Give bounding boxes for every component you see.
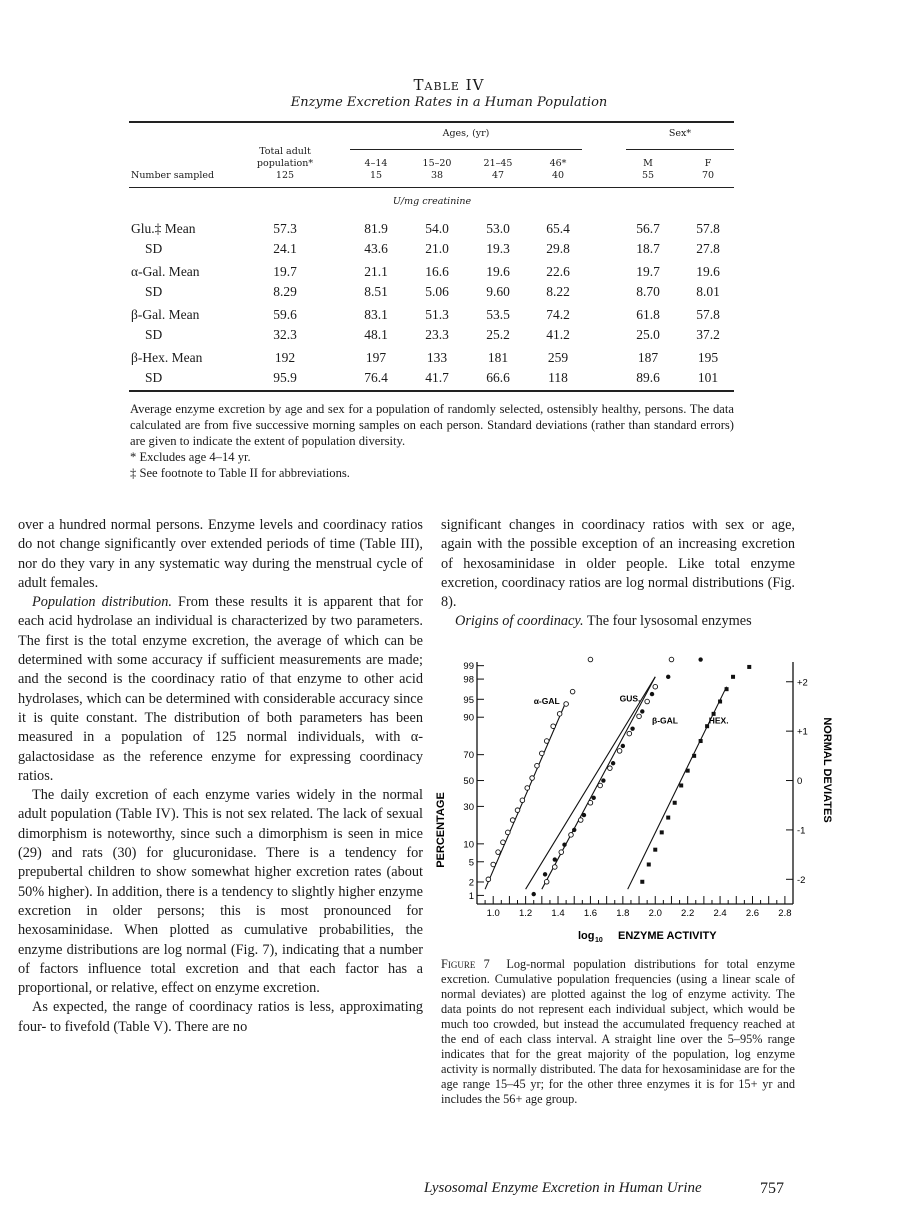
x-tick-label: 1.6 — [583, 908, 598, 919]
row-label: SD — [145, 327, 163, 342]
data-point — [617, 749, 622, 754]
data-point — [608, 766, 613, 771]
table-cell: 76.4 — [364, 370, 388, 385]
series-label: α-GAL — [533, 695, 560, 706]
data-point — [718, 700, 722, 704]
table-top-rule — [129, 121, 734, 123]
table-cell: 19.6 — [696, 264, 720, 279]
paragraph: Population distribution. From these results it is apparent that for each acid hydrolase an individual is characterized by two parameters. The first is the total enzyme excretion, the average of which can be determined with some accuracy if sufficient measurements are made; and the second is the coordinacy ratio of that enzyme to other acid hydrolases, which can be determined with considerable accuracy since it is quite constant. The distribution of both parameters has been measured in a population of 125 normal individuals, with α-galactosidase as the reference enzyme for expressing coordinacy ratios. — [18, 594, 423, 784]
table-cell: 53.0 — [486, 221, 510, 236]
column-header: 15–20 38 — [422, 158, 452, 181]
data-point — [725, 687, 729, 691]
data-point — [699, 739, 703, 743]
paragraph: over a hundred normal persons. Enzyme levels and coordinacy ratios do not change significantly over extended periods of time (Table III), nor do they vary in any systematic way during the menstrual cycle of adult females. — [18, 517, 423, 591]
table-cell: 48.1 — [364, 327, 388, 342]
series-label: GUS. — [619, 693, 641, 704]
data-point — [582, 813, 586, 817]
table-cell: 53.5 — [486, 307, 510, 322]
figure-7-chart — [430, 650, 833, 950]
chart-marks — [485, 657, 751, 896]
table-cell: 24.1 — [273, 241, 297, 256]
data-point — [598, 783, 603, 788]
table-label: Table IV — [413, 76, 485, 94]
percentage-tick-label: 99 — [463, 661, 474, 673]
table-cell: 57.3 — [273, 221, 297, 236]
table-cell: 8.70 — [636, 284, 660, 299]
table-cell: 27.8 — [696, 241, 720, 256]
data-point — [666, 816, 670, 820]
deviate-tick-label: 0 — [797, 776, 803, 788]
running-title: Lysosomal Enzyme Excretion in Human Urine — [424, 1180, 702, 1196]
table-cell: 57.8 — [696, 221, 720, 236]
row-label: SD — [145, 284, 163, 299]
row-label: α-Gal. Mean — [131, 264, 200, 279]
x-tick-label: 1.8 — [616, 908, 630, 919]
table-cell: 187 — [637, 350, 659, 365]
table-cell: 66.6 — [486, 370, 510, 385]
table-cell: 8.51 — [364, 284, 388, 299]
units-label: U/mg creatinine — [392, 196, 472, 207]
y-right-axis-label: NORMAL DEVIATES — [821, 717, 833, 823]
series-line — [526, 677, 656, 889]
data-point — [491, 862, 496, 867]
data-point — [552, 865, 557, 870]
table-cell: 19.3 — [486, 241, 510, 256]
data-point — [653, 848, 657, 852]
sex-group-header: Sex* — [668, 128, 692, 139]
paragraph: As expected, the range of coordinacy ratios is less, approximating four- to fivefold (Table V). There are no — [18, 999, 423, 1035]
percentage-tick-label: 70 — [463, 750, 474, 762]
data-point — [510, 818, 515, 823]
table-cell: 43.6 — [364, 241, 388, 256]
x-tick-label: 1.2 — [519, 908, 533, 919]
table-cell: 16.6 — [425, 264, 449, 279]
percentage-tick-label: 95 — [463, 694, 474, 706]
table-cell: 41.2 — [546, 327, 570, 342]
data-point — [570, 689, 575, 694]
data-point — [673, 801, 677, 805]
table-cell: 25.2 — [486, 327, 510, 342]
paragraph: Origins of coordinacy. The four lysosomal enzymes — [455, 613, 752, 630]
data-point — [669, 657, 674, 662]
table-cell: 29.8 — [546, 241, 570, 256]
x-axis-label-prefix: log — [578, 930, 595, 942]
table-cell: 51.3 — [425, 307, 449, 322]
deviate-tick-label: -2 — [797, 874, 806, 886]
table-cell: 32.3 — [273, 327, 297, 342]
percentage-tick-label: 2 — [468, 877, 474, 889]
data-point — [591, 796, 595, 800]
table-cell: 192 — [274, 350, 296, 365]
table-cell: 9.60 — [486, 284, 510, 299]
data-point — [544, 879, 549, 884]
data-point — [645, 699, 650, 704]
paragraph: The daily excretion of each enzyme varies widely in the normal adult population (Table IV). This is not sex related. The lack of sexual dimorphism is noteworthy, since such a dimorphism is seen in mice (29) and rats (30) for glucuronidase. There is a tendency for prepubertal children to show somewhat higher excretion rates (about 50% higher). In addition, there is a tendency to slightly higher enzyme excretion in older persons; this is most pronounced for hexosaminidase. When plotted as cumulative probabilities, the enzyme distributions are log normal (Fig. 7), indicating that a number of factors influence total excretion and that each factor has a proportional, or relative, effect on enzyme excretion. — [18, 787, 423, 997]
percentage-tick-label: 90 — [463, 712, 474, 724]
table-cell: 118 — [548, 370, 568, 385]
table-cell: 19.7 — [636, 264, 660, 279]
data-point — [692, 754, 696, 758]
data-point — [686, 769, 690, 773]
table-cell: 56.7 — [636, 221, 660, 236]
data-point — [666, 675, 670, 679]
table-cell: 83.1 — [364, 307, 388, 322]
number-sampled-header: Number sampled — [131, 170, 215, 181]
data-point — [731, 675, 735, 679]
data-point — [515, 808, 520, 813]
data-point — [559, 850, 564, 855]
series-label: β-GAL — [652, 715, 678, 726]
table-caption: Enzyme Excretion Rates in a Human Population — [290, 95, 608, 110]
table-cell: 101 — [697, 370, 719, 385]
table-cell: 21.0 — [425, 241, 449, 256]
percentage-tick-label: 1 — [468, 890, 474, 902]
data-point — [637, 714, 642, 719]
data-point — [653, 684, 658, 689]
table-cell: 5.06 — [425, 284, 449, 299]
data-point — [553, 857, 557, 861]
percentage-tick-label: 50 — [463, 776, 474, 788]
deviate-tick-label: -1 — [797, 825, 806, 837]
row-label: β-Gal. Mean — [131, 307, 200, 322]
data-point — [640, 880, 644, 884]
column-header: 46* 40 — [549, 158, 567, 181]
table-note: Average enzyme excretion by age and sex for a population of randomly selected, ostensibly healthy, persons. The data calculated are from five successive morning samples on each person. Standard deviations (rather than standard errors) are given to indicate the extent of population diversity. * Excludes age 4–14 yr. ‡ See footnote to Table II for abbreviations. — [130, 402, 734, 480]
table-cell: 95.9 — [273, 370, 297, 385]
table-cell: 37.2 — [696, 327, 720, 342]
table-cell: 25.0 — [636, 327, 660, 342]
percentage-tick-label: 5 — [468, 857, 474, 869]
table-cell: 195 — [697, 350, 719, 365]
figure-caption: Figure 7 Log-normal population distributions for total enzyme excretion. Cumulative population frequencies (using a linear scale of normal deviates) are plotted against the log of enzyme activity. The data points do not represent each individual subject, which would be much too crowded, but instead the accumulated frequency reached at the end of each class interval. A straight line over the 5–95% range indicates that for the great majority of the population, log enzyme activity is normally distributed. The data for hexosaminidase are for the age range 15–45 yr; for the other three enzymes it is for 15+ yr and includes the 56+ age group. — [441, 957, 795, 1106]
data-point — [601, 778, 605, 782]
data-point — [747, 665, 751, 669]
total-population-header: Total adult population* 125 — [256, 146, 314, 181]
data-point — [557, 712, 562, 717]
table-cell: 89.6 — [636, 370, 660, 385]
table-cell: 8.01 — [696, 284, 720, 299]
data-point — [543, 872, 547, 876]
data-point — [564, 702, 569, 707]
column-header: M 55 — [641, 158, 655, 181]
x-tick-label: 2.2 — [681, 908, 695, 919]
x-tick-label: 1.0 — [486, 908, 500, 919]
data-point — [501, 840, 506, 845]
deviate-tick-label: +2 — [797, 677, 808, 689]
y-left-axis-label: PERCENTAGE — [435, 792, 447, 868]
sex-rule — [626, 149, 734, 150]
table-bottom-rule — [129, 390, 734, 392]
data-point — [588, 657, 593, 662]
data-point — [572, 828, 576, 832]
data-point — [578, 818, 583, 823]
data-point — [544, 739, 549, 744]
table-cell: 81.9 — [364, 221, 388, 236]
table-cell: 54.0 — [425, 221, 449, 236]
table-cell: 19.6 — [486, 264, 510, 279]
row-label: SD — [145, 241, 163, 256]
data-point — [588, 800, 593, 805]
table-cell: 259 — [547, 350, 569, 365]
table-cell: 181 — [487, 350, 509, 365]
percentage-tick-label: 98 — [463, 674, 474, 686]
x-tick-label: 1.4 — [551, 908, 565, 919]
table-cell: 23.3 — [425, 327, 449, 342]
table-cell: 8.22 — [546, 284, 570, 299]
data-point — [532, 892, 536, 896]
left-column — [18, 516, 423, 1037]
table-cell: 57.8 — [696, 307, 720, 322]
deviate-tick-label: +1 — [797, 726, 808, 738]
x-tick-label: 2.0 — [648, 908, 662, 919]
data-point — [627, 731, 632, 736]
data-point — [496, 850, 501, 855]
x-tick-label: 2.6 — [745, 908, 760, 919]
series-line — [542, 677, 655, 889]
data-point — [611, 761, 615, 765]
data-point — [525, 786, 530, 791]
row-label: Glu.‡ Mean — [131, 221, 196, 236]
row-label: SD — [145, 370, 163, 385]
table-cell: 133 — [426, 350, 448, 365]
x-tick-label: 2.4 — [713, 908, 727, 919]
ages-rule — [350, 149, 582, 150]
table-cell: 59.6 — [273, 307, 297, 322]
x-axis-label: ENZYME ACTIVITY — [618, 930, 717, 942]
table-cell: 22.6 — [546, 264, 570, 279]
data-point — [520, 798, 525, 803]
header-rule — [129, 187, 734, 188]
table-cell: 19.7 — [273, 264, 297, 279]
table-cell: 21.1 — [364, 264, 388, 279]
page-number: 757 — [760, 1180, 784, 1197]
data-point — [562, 843, 566, 847]
data-point — [647, 862, 651, 866]
table-cell: 41.7 — [425, 370, 449, 385]
x-tick-label: 2.8 — [778, 908, 792, 919]
table-cell: 8.29 — [273, 284, 297, 299]
data-point — [640, 709, 644, 713]
right-column — [441, 516, 795, 632]
table-cell: 197 — [365, 350, 387, 365]
paragraph: significant changes in coordinacy ratios with sex or age, again with the possible exception of an increasing excretion of hexosaminidase in older people. Like total enzyme excretion, coordinacy ratios are log normal distributions (Fig. 8). — [441, 517, 795, 611]
data-point — [505, 830, 510, 835]
table-cell: 61.8 — [636, 307, 660, 322]
x-axis-label-sub: 10 — [595, 937, 603, 944]
ages-group-header: Ages, (yr) — [442, 128, 490, 139]
data-point — [660, 830, 664, 834]
table-cell: 18.7 — [636, 241, 660, 256]
data-point — [621, 744, 625, 748]
data-point — [650, 692, 654, 696]
data-point — [698, 657, 702, 661]
data-point — [530, 776, 535, 781]
table-cell: 65.4 — [546, 221, 570, 236]
data-point — [569, 833, 574, 838]
data-point — [486, 877, 491, 882]
row-label: β-Hex. Mean — [131, 350, 203, 365]
column-header: F 70 — [701, 158, 715, 181]
percentage-tick-label: 30 — [463, 801, 474, 813]
percentage-tick-label: 10 — [463, 839, 474, 851]
data-point — [630, 726, 634, 730]
data-point — [679, 783, 683, 787]
data-point — [535, 763, 540, 768]
series-label: HEX. — [708, 715, 729, 726]
table-cell: 74.2 — [546, 307, 570, 322]
column-header: 21–45 47 — [483, 158, 513, 181]
data-point — [540, 751, 545, 756]
data-point — [551, 724, 556, 729]
column-header: 4–14 15 — [364, 158, 388, 181]
